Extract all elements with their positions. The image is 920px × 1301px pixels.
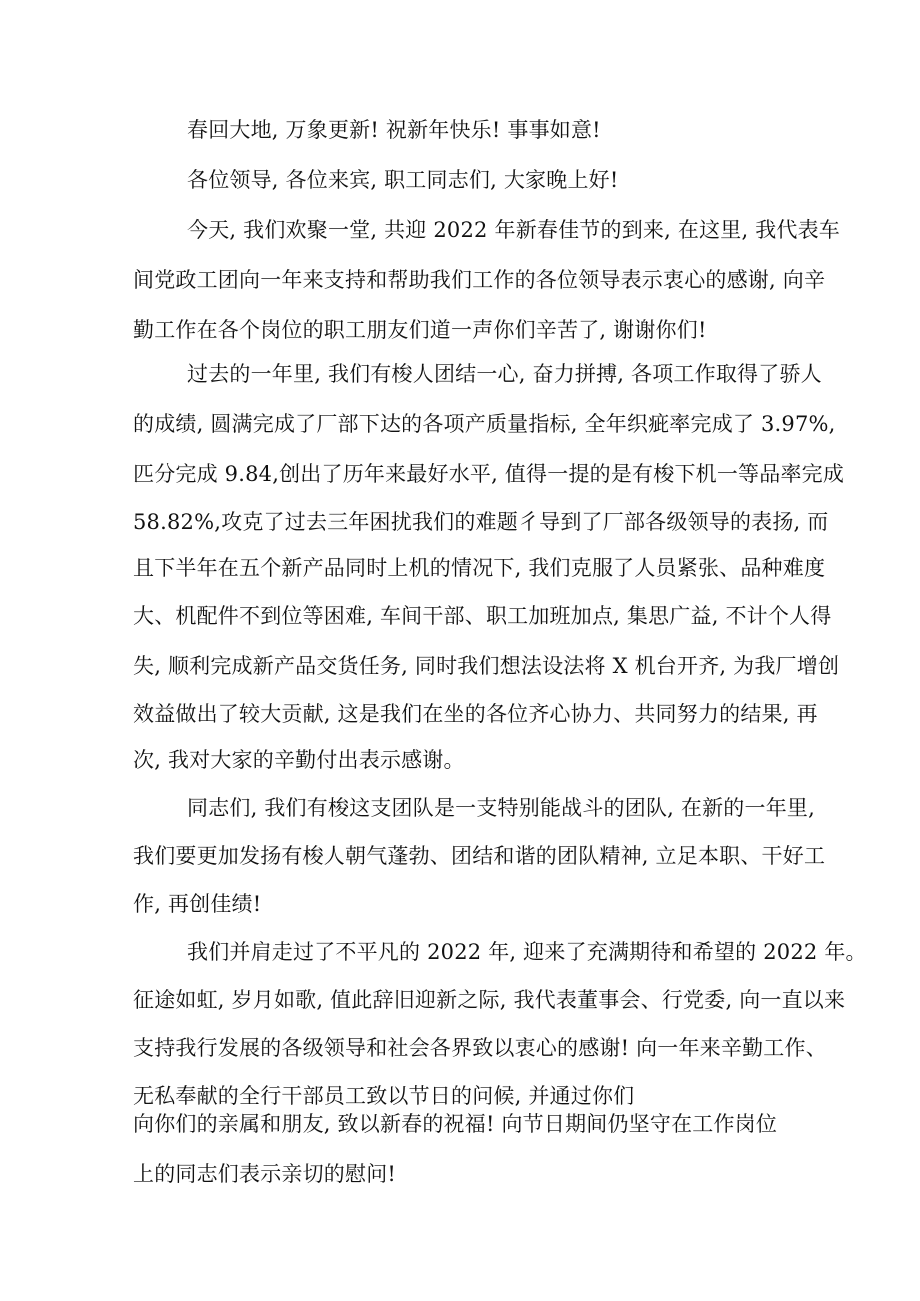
text-line: 支持我行发展的各级领导和社会各界致以衷心的感谢! 向一年来辛勤工作、 (133, 1036, 827, 1060)
text-line: 勤工作在各个岗位的职工朋友们道一声你们辛苦了, 谢谢你们! (133, 318, 707, 342)
text-line: 我们并肩走过了不平凡的 2022 年, 迎来了充满期待和希望的 2022 年。 (187, 940, 867, 964)
text-line: 向你们的亲属和朋友, 致以新春的祝福! 向节日期间仍坚守在工作岗位 (133, 1112, 778, 1136)
text-line: 各位领导, 各位来宾, 职工同志们, 大家晚上好! (187, 168, 619, 192)
text-line: 过去的一年里, 我们有梭人团结一心, 奋力拼搏, 各项工作取得了骄人 (187, 362, 822, 386)
text-line: 我们要更加发扬有梭人朝气蓬勃、团结和谐的团队精神, 立足本职、干好工 (133, 844, 826, 868)
text-line: 间党政工团向一年来支持和帮助我们工作的各位领导表示衷心的感谢, 向辛 (133, 268, 826, 292)
text-line: 效益做出了较大贡献, 这是我们在坐的各位齐心协力、共同努力的结果, 再 (133, 702, 818, 726)
text-line: 无私奉献的全行干部员工致以节日的问候, 并通过你们 (133, 1084, 635, 1108)
text-line: 同志们, 我们有梭这支团队是一支特别能战斗的团队, 在新的一年里, (187, 796, 815, 820)
text-line: 匹分完成 9.84,创出了历年来最好水平, 值得一提的是有梭下机一等品率完成 (133, 462, 845, 486)
text-line: 失, 顺利完成新产品交货任务, 同时我们想法设法将 X 机台开齐, 为我厂增创 (133, 654, 840, 678)
text-line: 作, 再创佳绩! (133, 892, 262, 916)
text-line: 的成绩, 圆满完成了厂部下达的各项产质量指标, 全年织疵率完成了 3.97%, (133, 412, 836, 436)
text-line: 大、机配件不到位等困难, 车间干部、职工加班加点, 集思广益, 不计个人得 (133, 604, 832, 628)
text-line: 征途如虹, 岁月如歌, 值此辞旧迎新之际, 我代表董事会、行党委, 向一直以来 (133, 988, 846, 1012)
text-line: 上的同志们表示亲切的慰问! (133, 1162, 397, 1186)
text-line: 春回大地, 万象更新! 祝新年快乐! 事事如意! (187, 118, 601, 142)
text-line: 58.82%,攻克了过去三年困扰我们的难题彳导到了厂部各级领导的表扬, 而 (133, 510, 829, 534)
text-line: 今天, 我们欢聚一堂, 共迎 2022 年新春佳节的到来, 在这里, 我代表车 (187, 218, 840, 242)
text-line: 且下半年在五个新产品同时上机的情况下, 我们克服了人员紧张、品种难度 (133, 556, 826, 580)
text-line: 次, 我对大家的辛勤付出表示感谢。 (133, 748, 465, 772)
